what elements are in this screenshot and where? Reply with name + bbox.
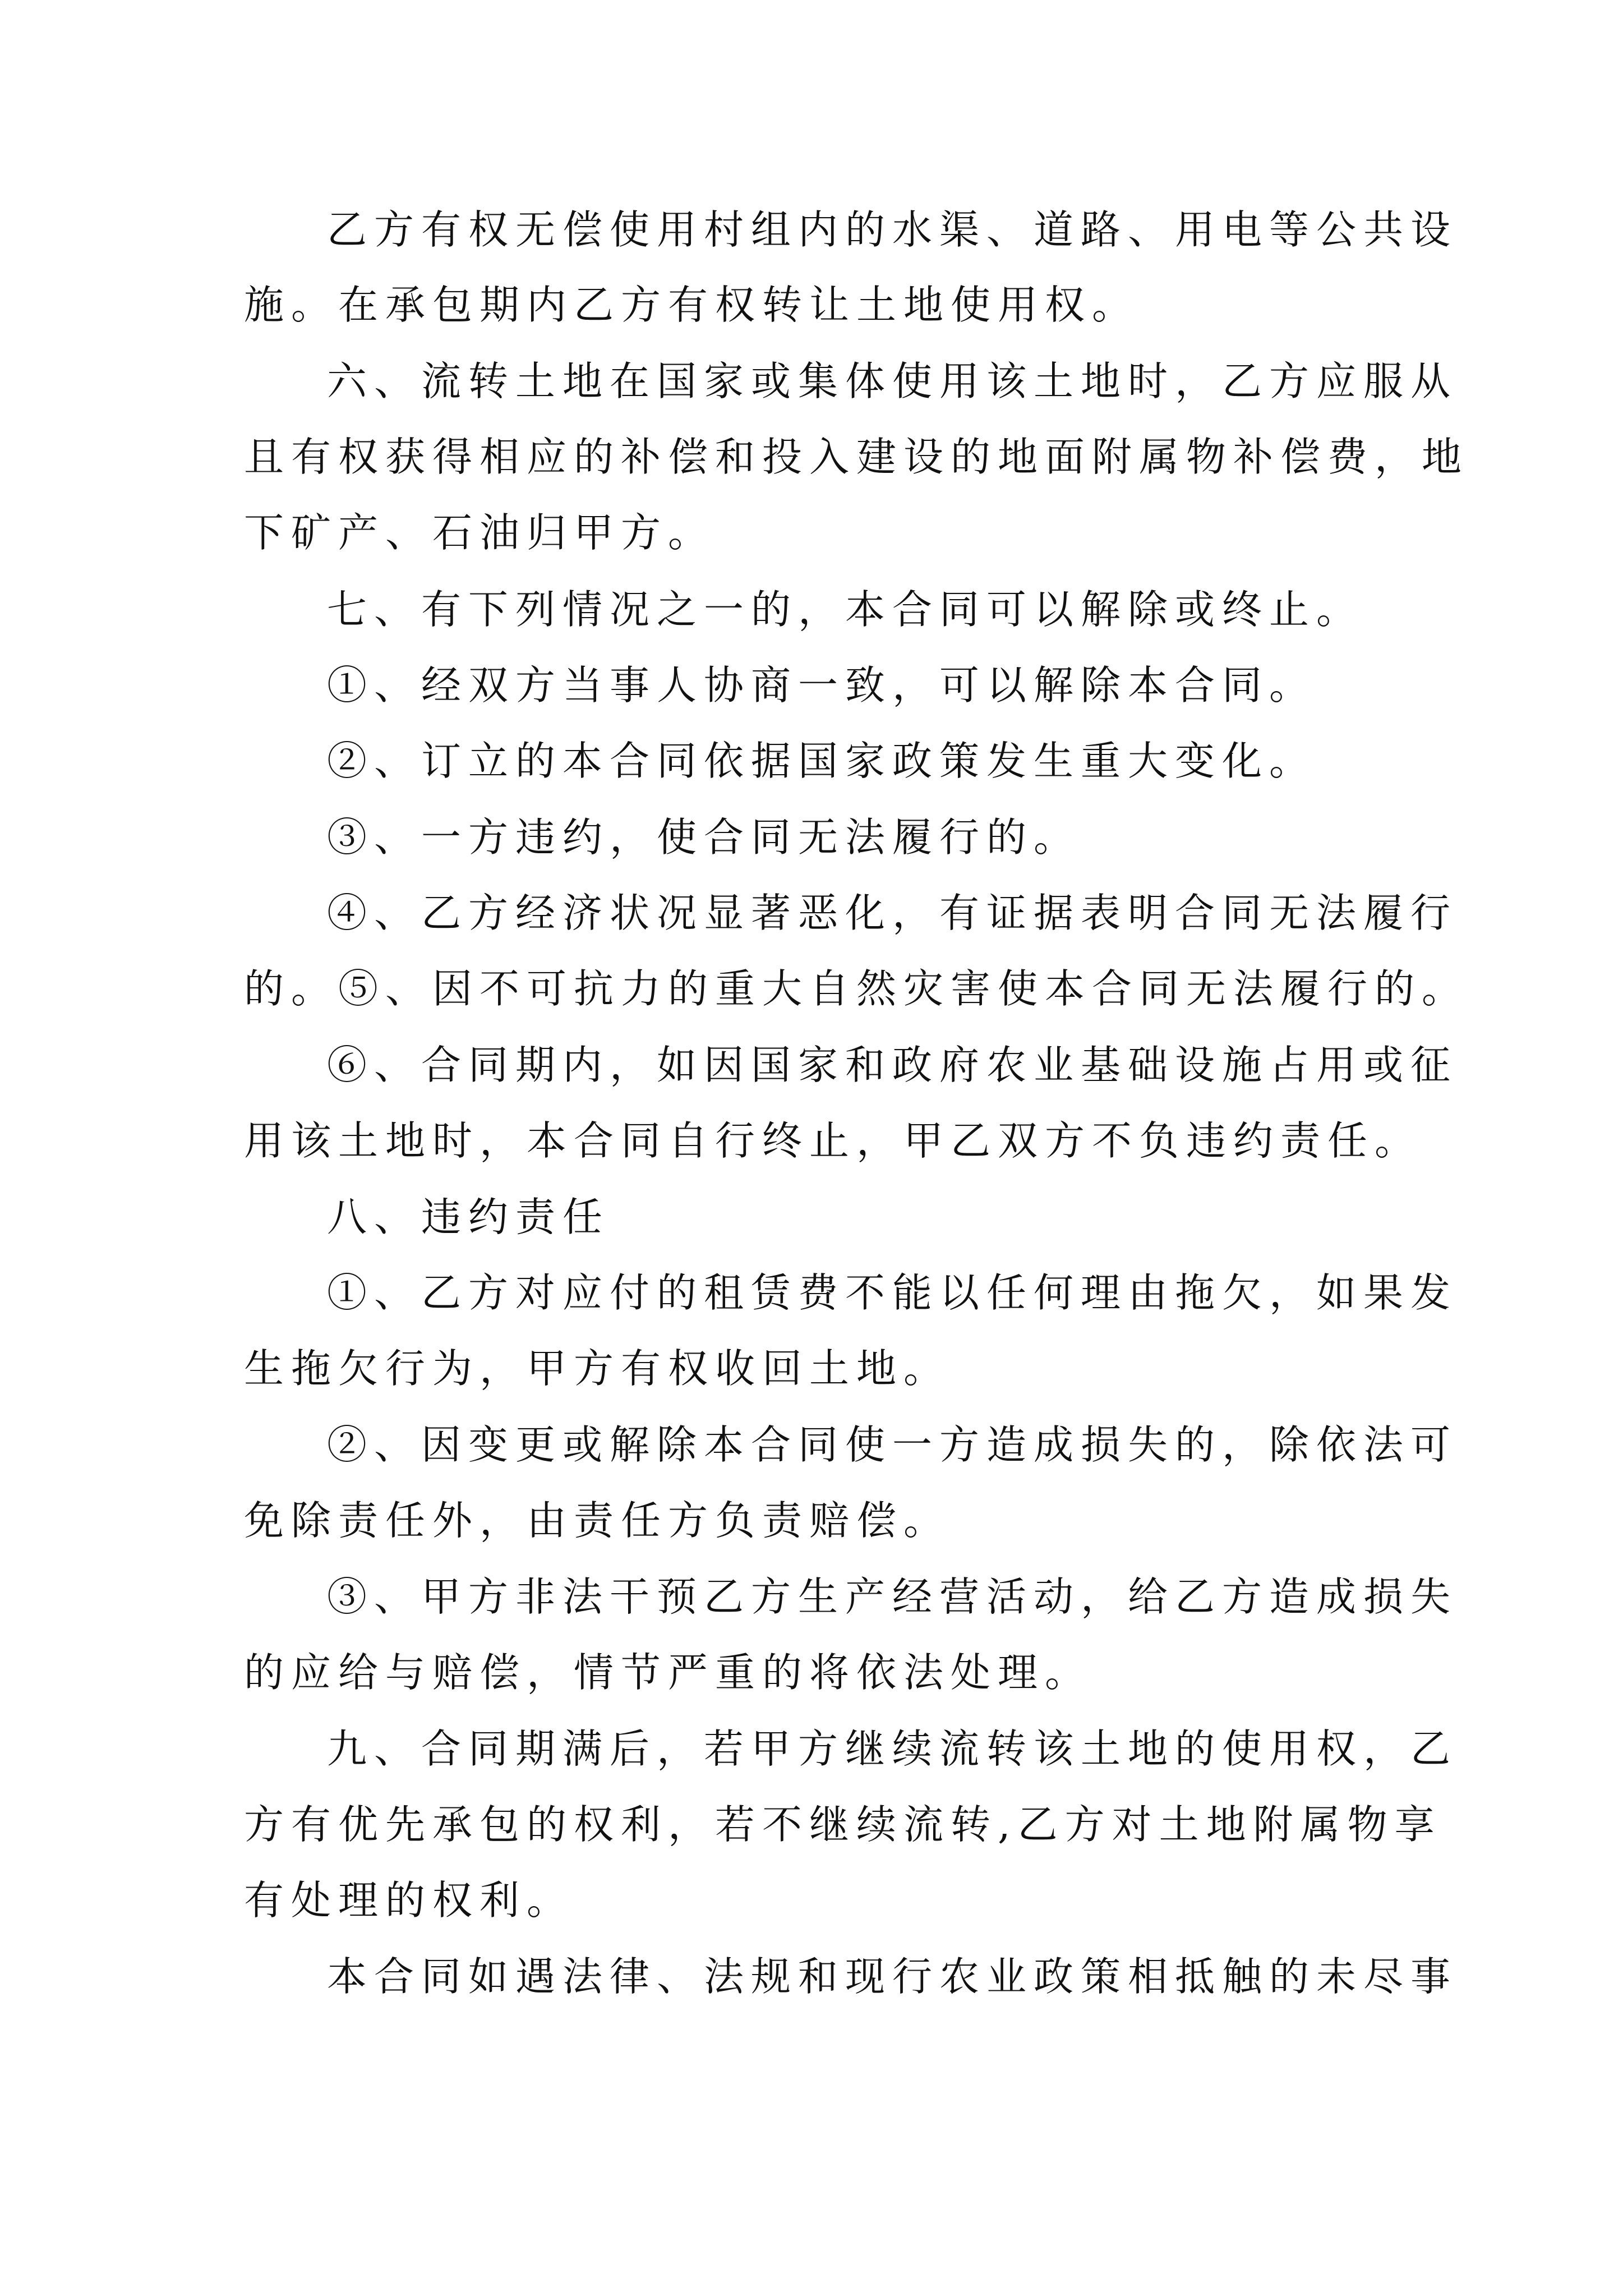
text-line: 施。在承包期内乙方有权转让土地使用权。 bbox=[244, 282, 1140, 328]
text-line: ①、经双方当事人协商一致，可以解除本合同。 bbox=[327, 662, 1317, 708]
text-line: ②、订立的本合同依据国家政策发生重大变化。 bbox=[327, 738, 1317, 784]
text-line: 本合同如遇法律、法规和现行农业政策相抵触的未尽事 bbox=[327, 1953, 1458, 2000]
text-line: 的应给与赔偿，情节严重的将依法处理。 bbox=[244, 1649, 1092, 1696]
text-line: 乙方有权无偿使用村组内的水渠、道路、用电等公共设 bbox=[327, 206, 1458, 253]
text-line: 九、合同期满后，若甲方继续流转该土地的使用权，乙 bbox=[327, 1726, 1458, 1772]
text-line: 六、流转土地在国家或集体使用该土地时，乙方应服从 bbox=[327, 358, 1458, 404]
text-line: 的。⑤、因不可抗力的重大自然灾害使本合同无法履行的。 bbox=[244, 965, 1469, 1012]
text-line: ①、乙方对应付的租赁费不能以任何理由拖欠，如果发 bbox=[327, 1269, 1458, 1316]
text-line: ②、因变更或解除本合同使一方造成损失的，除依法可 bbox=[327, 1421, 1458, 1468]
text-line: 有处理的权利。 bbox=[244, 1877, 574, 1924]
text-line: 八、违约责任 bbox=[327, 1194, 610, 1240]
text-line: 且有权获得相应的补偿和投入建设的地面附属物补偿费，地 bbox=[244, 434, 1469, 480]
text-line: 用该土地时，本合同自行终止，甲乙双方不负违约责任。 bbox=[244, 1117, 1422, 1164]
text-line: 方有优先承包的权利，若不继续流转,乙方对土地附属物享 bbox=[244, 1801, 1442, 1848]
text-line: 生拖欠行为，甲方有权收回土地。 bbox=[244, 1345, 951, 1392]
text-line: ③、甲方非法干预乙方生产经营活动，给乙方造成损失 bbox=[327, 1573, 1458, 1620]
text-line: 七、有下列情况之一的，本合同可以解除或终止。 bbox=[327, 586, 1364, 633]
text-line: ④、乙方经济状况显著恶化，有证据表明合同无法履行 bbox=[327, 890, 1458, 936]
text-line: ⑥、合同期内，如因国家和政府农业基础设施占用或征 bbox=[327, 1042, 1458, 1088]
text-line: ③、一方违约，使合同无法履行的。 bbox=[327, 814, 1081, 861]
text-line: 下矿产、石油归甲方。 bbox=[244, 509, 716, 556]
text-line: 免除责任外，由责任方负责赔偿。 bbox=[244, 1497, 951, 1544]
